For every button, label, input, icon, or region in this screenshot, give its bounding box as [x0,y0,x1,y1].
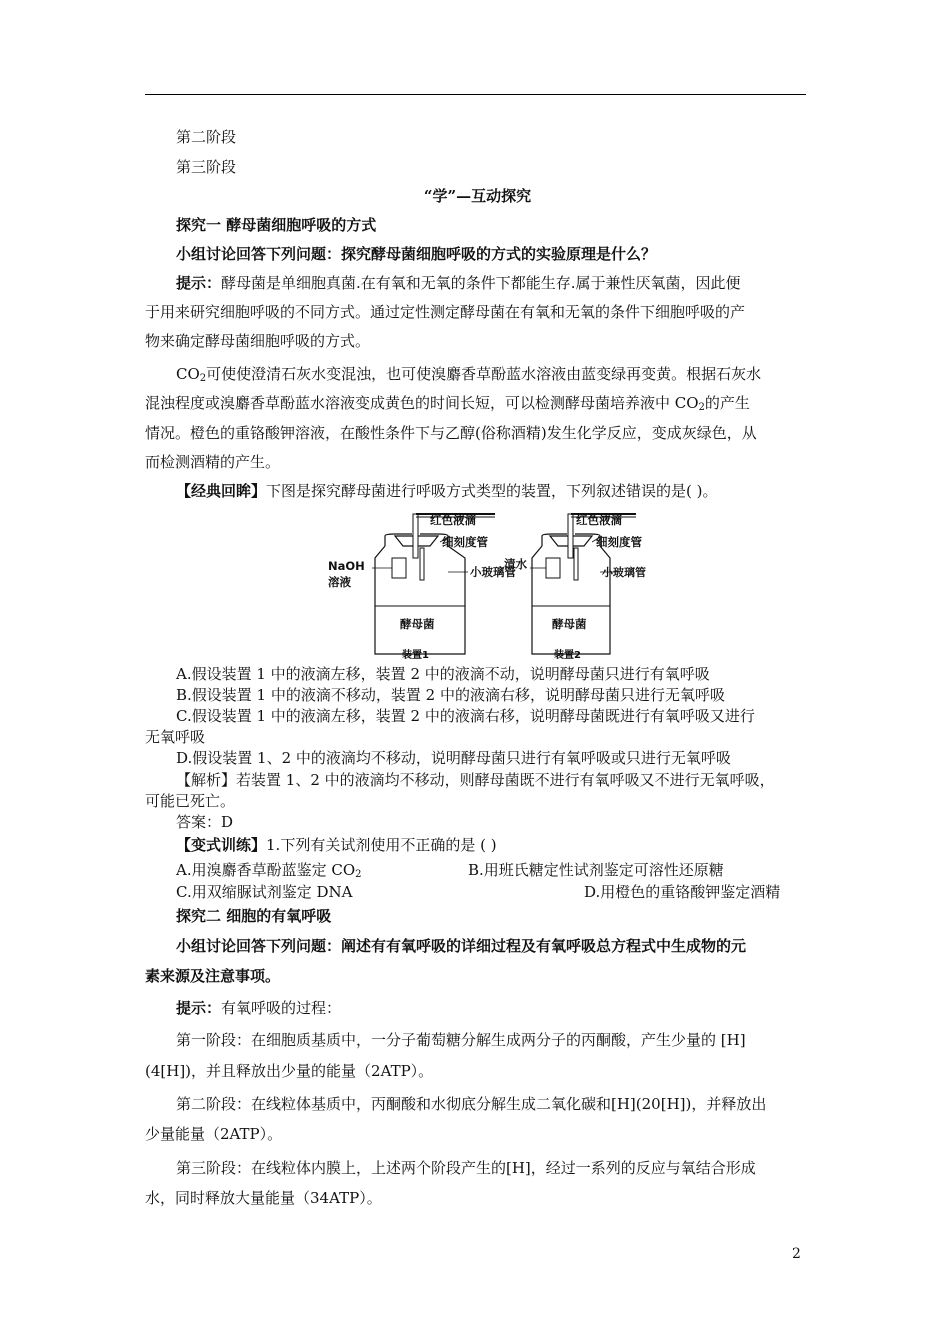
co2-line [176,364,811,389]
subscript: 2 [698,402,705,413]
hint-text: 有氧呼吸的过程： [221,999,342,1017]
text-line: 第二阶段 [176,128,237,146]
bottle [532,546,610,654]
option-b: B.假设装置 1 中的液滴不移动，装置 2 中的液滴右移，说明酵母菌只进行无氧呼吸 [176,686,725,704]
label-fine-tube: 细刻度管 [442,535,488,549]
variant-option-b: B.用班氏糖定性试剂鉴定可溶性还原糖 [468,861,724,879]
section-title: “学”—互动探究 [423,187,532,205]
label-yeast: 酵母菌 [552,617,587,631]
label-fine-tube: 细刻度管 [596,535,642,549]
subscript: 2 [199,373,207,384]
hint-line [176,273,811,293]
header-rule [145,94,806,95]
stage1-line: 第一阶段：在细胞质基质中，一分子葡萄糖分解生成两分子的丙酮酸，产生少量的 [H] [176,1031,746,1049]
text: A.用溴麝香草酚蓝鉴定 CO [176,861,356,879]
label-yeast: 酵母菌 [400,617,435,631]
label-solution: 溶液 [328,575,351,589]
classic-text: 下图是探究酵母菌进行呼吸方式类型的装置，下列叙述错误的是( )。 [266,482,718,500]
analysis-tag: 【解析】 [176,771,237,789]
text: 的产生 [704,394,750,412]
co2-line [145,393,810,418]
inquiry1-heading: 探究一 酵母菌细胞呼吸的方式 [176,216,377,234]
device-2 [504,513,646,661]
text: 可使使澄清石灰水变混浊，也可使溴麝香草酚蓝水溶液由蓝变绿再变黄。根据石灰水 [206,365,762,383]
inquiry2-heading: 探究二 细胞的有氧呼吸 [176,907,332,925]
co2-line: 而检测酒精的产生。 [145,453,281,471]
hint-line [176,998,811,1018]
analysis-line [176,770,811,790]
option-c-cont: 无氧呼吸 [145,728,206,746]
text: 混浊程度或溴麝香草酚蓝水溶液变成黄色的时间长短，可以检测酵母菌培养液中 CO [145,394,699,412]
stage1-line: (4[H])，并且释放出少量的能量（2ATP）。 [145,1062,434,1080]
small-glass-tube [420,548,424,580]
option-d: D.假设装置 1、2 中的液滴均不移动，说明酵母菌只进行有氧呼吸或只进行无氧呼吸 [176,749,731,767]
analysis-line: 可能已死亡。 [145,792,236,810]
variant-text: 1.下列有关试剂使用不正确的是 ( ) [266,836,497,854]
answer: 答案：D [176,813,234,831]
inquiry2-question: 素来源及注意事项。 [145,967,281,985]
variant-line [176,835,811,855]
label-red-drop: 红色液滴 [430,513,476,527]
page-number: 2 [792,1246,801,1262]
hint-text: 物来确定酵母菌细胞呼吸的方式。 [145,332,371,350]
variant-option-c: C.用双缩脲试剂鉴定 DNA [176,883,353,901]
small-glass-tube [574,548,578,580]
inquiry2-question: 小组讨论回答下列问题：阐述有有氧呼吸的详细过程及有氧呼吸总方程式中生成物的元 [176,937,747,955]
variant-tag: 【变式训练】 [176,836,267,854]
label-small-tube: 小玻璃管 [602,566,646,579]
device-1 [328,513,516,661]
stage3-line: 水，同时释放大量能量（34ATP）。 [145,1189,382,1207]
stage2-line: 第二阶段：在线粒体基质中，丙酮酸和水彻底分解生成二氧化碳和[H](20[H])，并释放出 [176,1095,767,1113]
label-small-tube: 小玻璃管 [470,565,516,579]
text-line: 第三阶段 [176,158,237,176]
inquiry1-question: 小组讨论回答下列问题：探究酵母菌细胞呼吸的方式的实验原理是什么？ [176,245,657,263]
hint-text: 于用来研究细胞呼吸的不同方式。通过定性测定酵母菌在有氧和无氧的条件下细胞呼吸的产 [145,303,746,321]
classic-tag: 【经典回眸】 [176,482,267,500]
subscript: 2 [355,869,362,880]
classic-line [176,481,811,501]
label-device: 装置1 [402,650,429,661]
label-red-drop: 红色液滴 [576,513,622,527]
apparatus-figure [320,506,660,661]
hint-label: 提示： [176,999,222,1017]
label-naoh: NaOH [328,559,365,573]
stage2-line: 少量能量（2ATP）。 [145,1125,283,1143]
text: CO [176,365,200,383]
fine-tube [413,514,418,558]
option-c: C.假设装置 1 中的液滴左移，装置 2 中的液滴右移，说明酵母菌既进行有氧呼吸又进行 [176,707,755,725]
co2-line: 情况。橙色的重铬酸钾溶液，在酸性条件下与乙醇(俗称酒精)发生化学反应，变成灰绿色，从 [145,424,757,442]
hint-label: 提示： [176,274,222,292]
fine-tube [568,514,573,558]
label-device: 装置2 [554,650,581,661]
stage3-line: 第三阶段：在线粒体内膜上，上述两个阶段产生的[H]，经过一系列的反应与氧结合形成 [176,1159,756,1177]
analysis-text: 若装置 1、2 中的液滴均不移动，则酵母菌既不进行有氧呼吸又不进行无氧呼吸， [236,771,775,789]
small-beaker [546,558,560,578]
small-beaker [392,558,406,578]
variant-option-a [176,861,362,879]
variant-option-d: D.用橙色的重铬酸钾鉴定酒精 [584,883,781,901]
hint-text: 酵母菌是单细胞真菌.在有氧和无氧的条件下都能生存.属于兼性厌氧菌，因此便 [221,274,741,292]
option-a: A.假设装置 1 中的液滴左移，装置 2 中的液滴不动，说明酵母菌只进行有氧呼吸 [176,665,710,683]
label-water: 清水 [504,557,527,571]
